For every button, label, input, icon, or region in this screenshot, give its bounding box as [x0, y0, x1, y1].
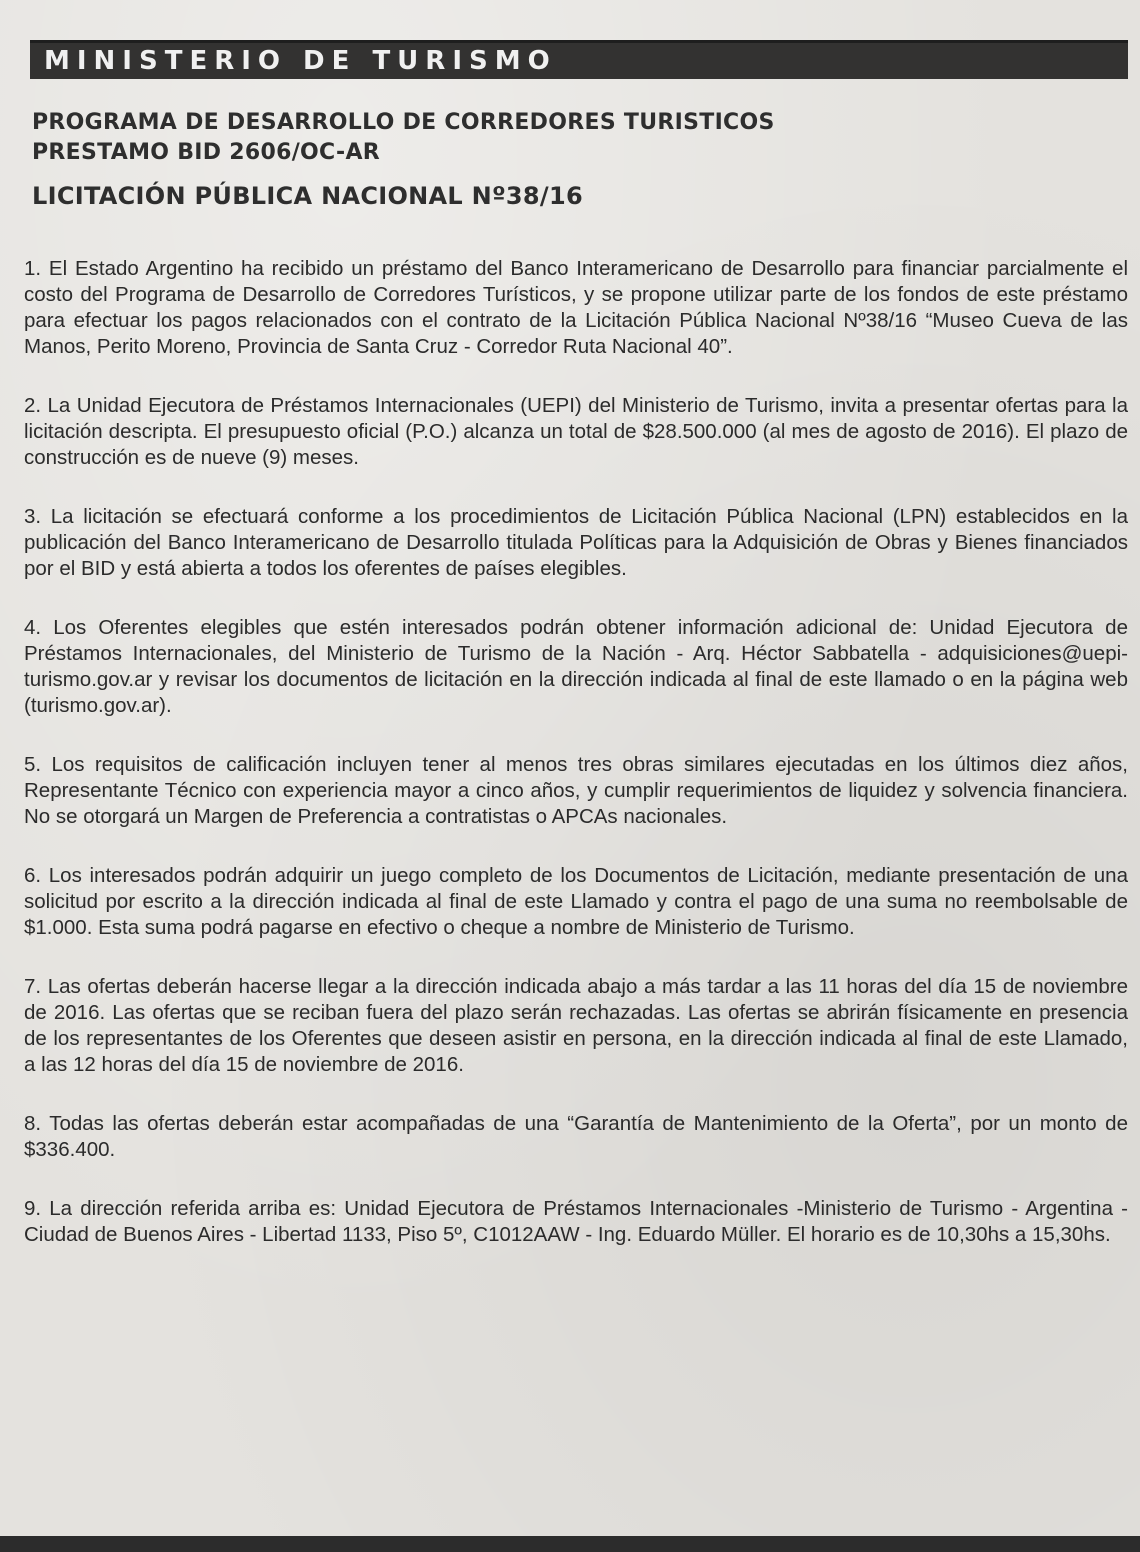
- bottom-rule: [0, 1536, 1140, 1552]
- paragraph-8: 8. Todas las ofertas deberán estar acompañadas de una “Garantía de Mantenimiento de la Oferta”, por un monto de $336.400.: [24, 1112, 1128, 1161]
- loan-reference: PRESTAMO BID 2606/OC-AR: [32, 140, 381, 165]
- tender-title: LICITACIÓN PÚBLICA NACIONAL Nº38/16: [32, 182, 583, 210]
- paragraph-7: 7. Las ofertas deberán hacerse llegar a la dirección indicada abajo a más tardar a las 11 horas del día 15 de noviembre de 2016. Las ofertas que se reciban fuera del plazo serán rechazadas. Las ofertas se abrirán físicamente en presencia de los representantes de los Oferentes que deseen asistir en persona, en la dirección indicada al final de este Llamado, a las 12 horas del día 15 de noviembre de 2016.: [24, 975, 1128, 1076]
- ministry-title: MINISTERIO DE TURISMO: [40, 45, 565, 77]
- paragraph-9: 9. La dirección referida arriba es: Unidad Ejecutora de Préstamos Internacionales -Ministerio de Turismo - Argentina - Ciudad de Buenos Aires - Libertad 1133, Piso 5º, C1012AAW - Ing. Eduardo Müller. El horario es de 10,30hs a 15,30hs.: [24, 1197, 1128, 1246]
- paragraph-6: 6. Los interesados podrán adquirir un juego completo de los Documentos de Licitación, mediante presentación de una solicitud por escrito a la dirección indicada al final de este Llamado y contra el pago de una suma no reembolsable de $1.000. Esta suma podrá pagarse en efectivo o cheque a nombre de Ministerio de Turismo.: [24, 864, 1128, 939]
- paragraph-4: 4. Los Oferentes elegibles que estén interesados podrán obtener información adicional de: Unidad Ejecutora de Préstamos Internacionales, del Ministerio de Turismo de la Nación - Arq. Héctor Sabbatella - adquisiciones@uepi-turismo.gov.ar y revisar los documentos de licitación en la dirección indicada al final de este llamado o en la página web (turismo.gov.ar).: [24, 616, 1128, 717]
- program-title-block: [32, 108, 1112, 168]
- program-name: PROGRAMA DE DESARROLLO DE CORREDORES TURISTICOS: [32, 110, 775, 135]
- paragraph-3: 3. La licitación se efectuará conforme a los procedimientos de Licitación Pública Nacional (LPN) establecidos en la publicación del Banco Interamericano de Desarrollo titulada Políticas para la Adquisición de Obras y Bienes financiados por el BID y está abierta a todos los oferentes de países elegibles.: [24, 505, 1128, 580]
- notice-body: [24, 256, 1128, 1248]
- ministry-header-bar: [30, 40, 1128, 79]
- paragraph-2: 2. La Unidad Ejecutora de Préstamos Internacionales (UEPI) del Ministerio de Turismo, invita a presentar ofertas para la licitación descripta. El presupuesto oficial (P.O.) alcanza un total de $28.500.000 (al mes de agosto de 2016). El plazo de construcción es de nueve (9) meses.: [24, 394, 1128, 469]
- paragraph-5: 5. Los requisitos de calificación incluyen tener al menos tres obras similares ejecutadas en los últimos diez años, Representante Técnico con experiencia mayor a cinco años, y cumplir requerimientos de liquidez y solvencia financiera. No se otorgará un Margen de Preferencia a contratistas o APCAs nacionales.: [24, 753, 1128, 828]
- paragraph-1: 1. El Estado Argentino ha recibido un préstamo del Banco Interamericano de Desarrollo para financiar parcialmente el costo del Programa de Desarrollo de Corredores Turísticos, y se propone utilizar parte de los fondos de este préstamo para efectuar los pagos relacionados con el contrato de la Licitación Pública Nacional Nº38/16 “Museo Cueva de las Manos, Perito Moreno, Provincia de Santa Cruz - Corredor Ruta Nacional 40”.: [24, 257, 1128, 358]
